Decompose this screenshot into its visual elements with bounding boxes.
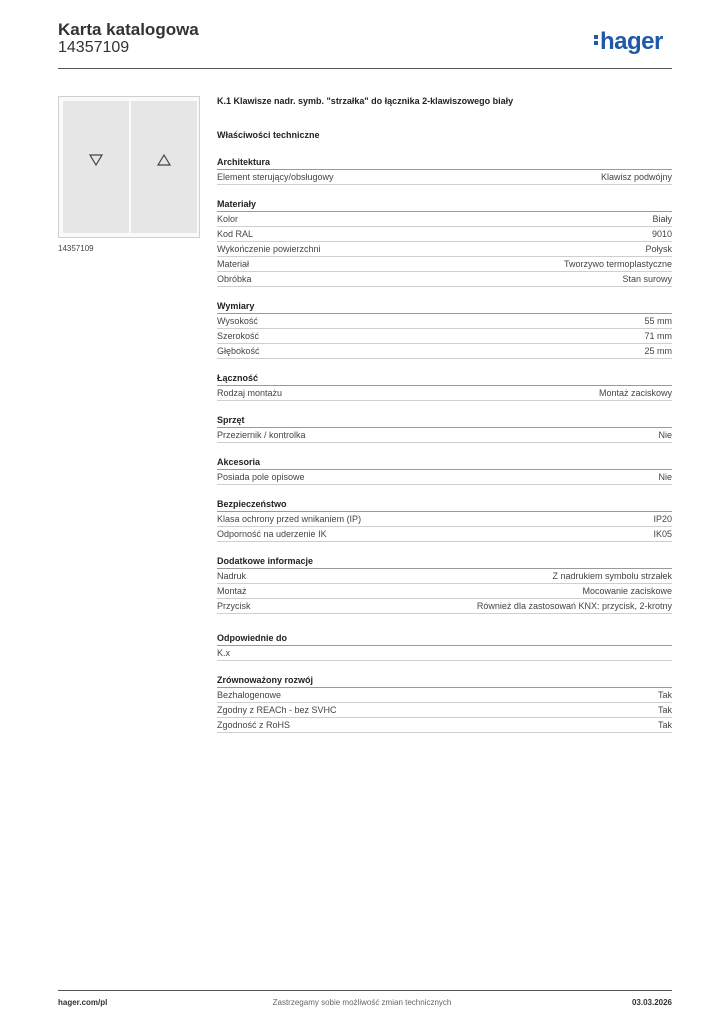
arrow-down-icon xyxy=(89,153,103,167)
product-image xyxy=(58,96,200,238)
spec-value: Montaż zaciskowy xyxy=(598,388,672,398)
footer-website: hager.com/pl xyxy=(58,998,108,1007)
spec-section xyxy=(217,674,672,733)
spec-value: IK05 xyxy=(653,529,672,539)
spec-section xyxy=(217,372,672,401)
arrow-up-icon xyxy=(157,153,171,167)
spec-label: Przeziernik / kontrolka xyxy=(217,430,306,440)
spec-label: Montaż xyxy=(217,586,247,596)
section-title: Odpowiednie do xyxy=(217,632,672,646)
spec-value: Klawisz podwójny xyxy=(600,172,672,182)
spec-row xyxy=(217,688,672,703)
spec-row xyxy=(217,512,672,527)
spec-value: Nie xyxy=(658,430,672,440)
image-code: 14357109 xyxy=(58,244,94,253)
spec-row xyxy=(217,272,672,287)
spec-value: Z nadrukiem symbolu strzałek xyxy=(552,571,672,581)
spec-section xyxy=(217,555,672,614)
properties-heading: Właściwości techniczne xyxy=(217,130,320,140)
spec-label: Kod RAL xyxy=(217,229,254,239)
section-title: Sprzęt xyxy=(217,414,672,428)
spec-value: Tworzywo termoplastyczne xyxy=(563,259,672,269)
spec-row xyxy=(217,527,672,542)
section-title: Wymiary xyxy=(217,300,672,314)
header-product-number: 14357109 xyxy=(58,39,130,56)
spec-row xyxy=(217,227,672,242)
spec-sections xyxy=(217,156,672,746)
spec-label: Element sterujący/obsługowy xyxy=(217,172,334,182)
footer-date: 03.03.2026 xyxy=(631,998,672,1007)
spec-row xyxy=(217,329,672,344)
spec-value: Również dla zastosowań KNX: przycisk, 2-krotny xyxy=(476,601,672,611)
right-key xyxy=(131,101,197,233)
product-description: K.1 Klawisze nadr. symb. "strzałka" do łącznika 2-klawiszowego biały xyxy=(217,96,514,106)
spec-row xyxy=(217,257,672,272)
spec-label: Zgodność z RoHS xyxy=(217,720,291,730)
footer-rule xyxy=(58,990,672,991)
spec-row xyxy=(217,718,672,733)
spec-label: Przycisk xyxy=(217,601,251,611)
spec-label: Głębokość xyxy=(217,346,260,356)
spec-label: Wysokość xyxy=(217,316,258,326)
section-title: Materiały xyxy=(217,198,672,212)
spec-label: Nadruk xyxy=(217,571,247,581)
spec-label: Klasa ochrony przed wnikaniem (IP) xyxy=(217,514,362,524)
spec-value: Nie xyxy=(658,472,672,482)
spec-row xyxy=(217,242,672,257)
spec-value: Biały xyxy=(652,214,672,224)
spec-value: Mocowanie zaciskowe xyxy=(582,586,672,596)
hager-logo xyxy=(594,28,663,56)
spec-value: 71 mm xyxy=(644,331,672,341)
spec-value: 25 mm xyxy=(644,346,672,356)
spec-label: Szerokość xyxy=(217,331,260,341)
spec-row xyxy=(217,344,672,359)
spec-row xyxy=(217,646,672,661)
spec-value: Tak xyxy=(657,720,672,730)
spec-label: Kolor xyxy=(217,214,239,224)
section-title: Zrównoważony rozwój xyxy=(217,674,672,688)
spec-label: Zgodny z REACh - bez SVHC xyxy=(217,705,337,715)
spec-section xyxy=(217,456,672,485)
spec-row xyxy=(217,428,672,443)
spec-label: Obróbka xyxy=(217,274,252,284)
spec-row xyxy=(217,703,672,718)
spec-label: Odporność na uderzenie IK xyxy=(217,529,327,539)
spec-value: 9010 xyxy=(651,229,672,239)
spec-row xyxy=(217,386,672,401)
footer-disclaimer: Zastrzegamy sobie możliwość zmian technicznych xyxy=(272,998,452,1007)
header-title: Karta katalogowa xyxy=(58,20,199,39)
spec-section xyxy=(217,198,672,287)
spec-row xyxy=(217,212,672,227)
section-title: Akcesoria xyxy=(217,456,672,470)
section-title: Dodatkowe informacje xyxy=(217,555,672,569)
spec-label: Materiał xyxy=(217,259,250,269)
spec-row xyxy=(217,170,672,185)
spec-section xyxy=(217,300,672,359)
logo-dots-icon xyxy=(594,33,598,47)
spec-value: Stan surowy xyxy=(622,274,672,284)
section-title: Bezpieczeństwo xyxy=(217,498,672,512)
spec-row xyxy=(217,314,672,329)
spec-value: Tak xyxy=(657,690,672,700)
spec-row xyxy=(217,569,672,584)
spec-label: K.x xyxy=(217,648,231,658)
spec-label: Rodzaj montażu xyxy=(217,388,283,398)
section-title: Architektura xyxy=(217,156,672,170)
spec-row xyxy=(217,470,672,485)
spec-label: Posiada pole opisowe xyxy=(217,472,305,482)
spec-section xyxy=(217,156,672,185)
spec-section xyxy=(217,498,672,542)
spec-row xyxy=(217,599,672,614)
spec-section xyxy=(217,414,672,443)
spec-label: Wykończenie powierzchni xyxy=(217,244,321,254)
spec-value: IP20 xyxy=(653,514,672,524)
spec-label: Bezhalogenowe xyxy=(217,690,282,700)
spec-section xyxy=(217,632,672,661)
spec-value: 55 mm xyxy=(644,316,672,326)
logo-text: hager xyxy=(600,28,663,55)
section-title: Łączność xyxy=(217,372,672,386)
spec-value: Połysk xyxy=(645,244,672,254)
header-rule xyxy=(58,68,672,69)
spec-row xyxy=(217,584,672,599)
spec-value: Tak xyxy=(657,705,672,715)
left-key xyxy=(63,101,129,233)
